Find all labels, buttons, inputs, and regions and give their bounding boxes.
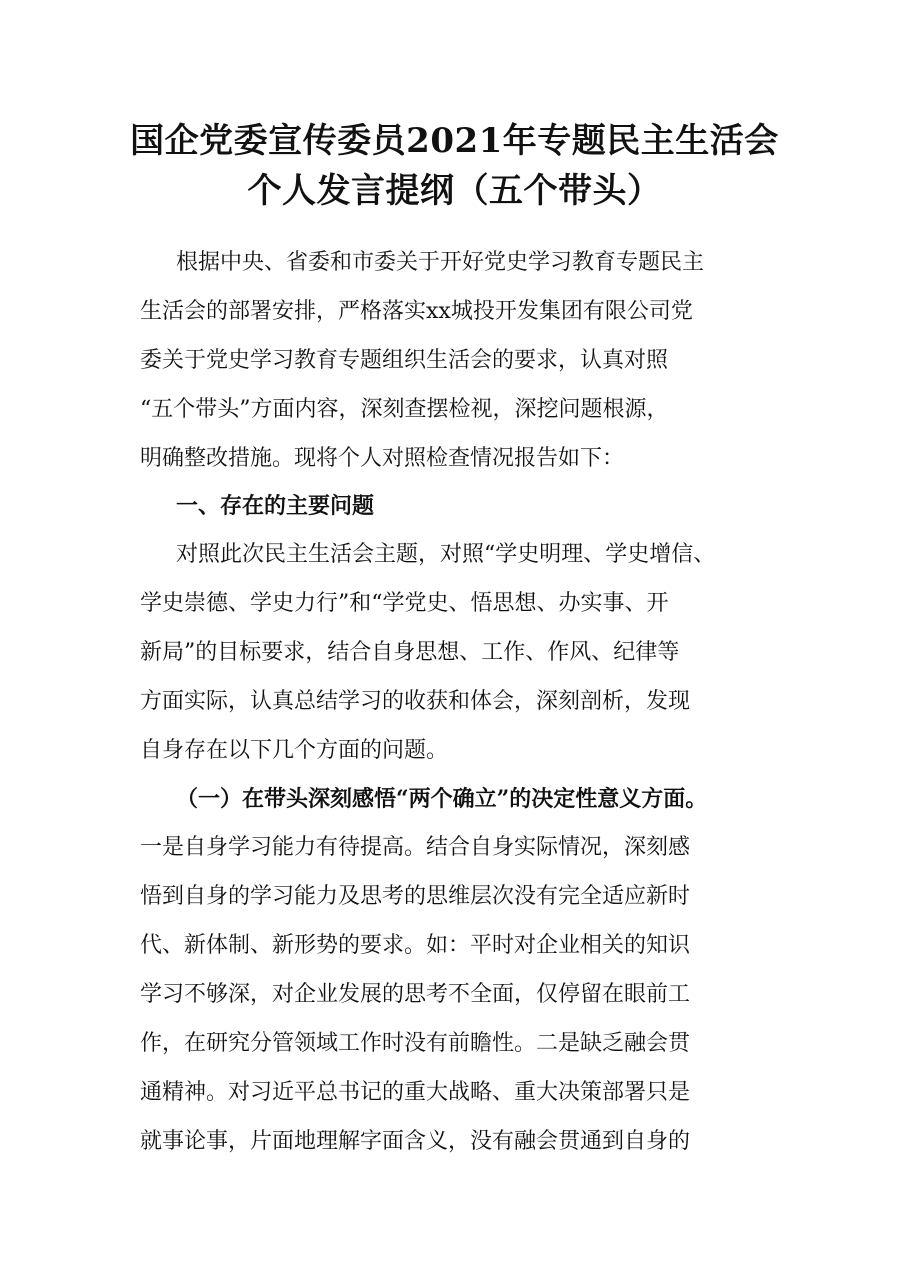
subsection-line: 作，在研究分管领域工作时没有前瞻性。二是缺乏融会贯: [140, 1031, 691, 1056]
subsection-heading: （一）在带头深刻感悟“两个确立”的决定性意义方面。: [176, 786, 708, 812]
intro-line: 委关于党史学习教育专题组织生活会的要求，认真对照: [140, 348, 669, 373]
subsection-line: 就事论事，片面地理解字面含义，没有融会贯通到自身的: [140, 1129, 691, 1154]
document-title-line-1: 国企党委宣传委员2021年专题民主生活会: [130, 121, 779, 161]
document-title-line-2: 个人发言提纲（五个带头）: [247, 171, 662, 211]
intro-line: 生活会的部署安排，严格落实xx城投开发集团有限公司党: [140, 299, 693, 324]
section-line: 对照此次民主生活会主题，对照“学史明理、学史增信、: [176, 542, 716, 567]
section-heading: 一、存在的主要问题: [176, 493, 375, 519]
intro-line: 根据中央、省委和市委关于开好党史学习教育专题民主: [176, 250, 705, 275]
subsection-line: 代、新体制、新形势的要求。如：平时对企业相关的知识: [140, 933, 691, 958]
section-line: 方面实际，认真总结学习的收获和体会，深刻剖析，发现: [140, 689, 691, 714]
section-line: 学史崇德、学史力行”和“学党史、悟思想、办实事、开: [140, 591, 669, 616]
subsection-line: 一是自身学习能力有待提高。结合自身实际情况，深刻感: [140, 835, 691, 860]
intro-line: 明确整改措施。现将个人对照检查情况报告如下：: [140, 446, 625, 471]
section-line: 自身存在以下几个方面的问题。: [140, 738, 449, 763]
subsection-line: 通精神。对习近平总书记的重大战略、重大决策部署只是: [140, 1080, 691, 1105]
subsection-line: 悟到自身的学习能力及思考的思维层次没有完全适应新时: [140, 884, 691, 909]
subsection-line: 学习不够深，对企业发展的思考不全面，仅停留在眼前工: [140, 982, 691, 1007]
intro-line: “五个带头”方面内容，深刻查摆检视，深挖问题根源，: [140, 397, 669, 422]
section-line: 新局”的目标要求，结合自身思想、工作、作风、纪律等: [140, 640, 680, 665]
